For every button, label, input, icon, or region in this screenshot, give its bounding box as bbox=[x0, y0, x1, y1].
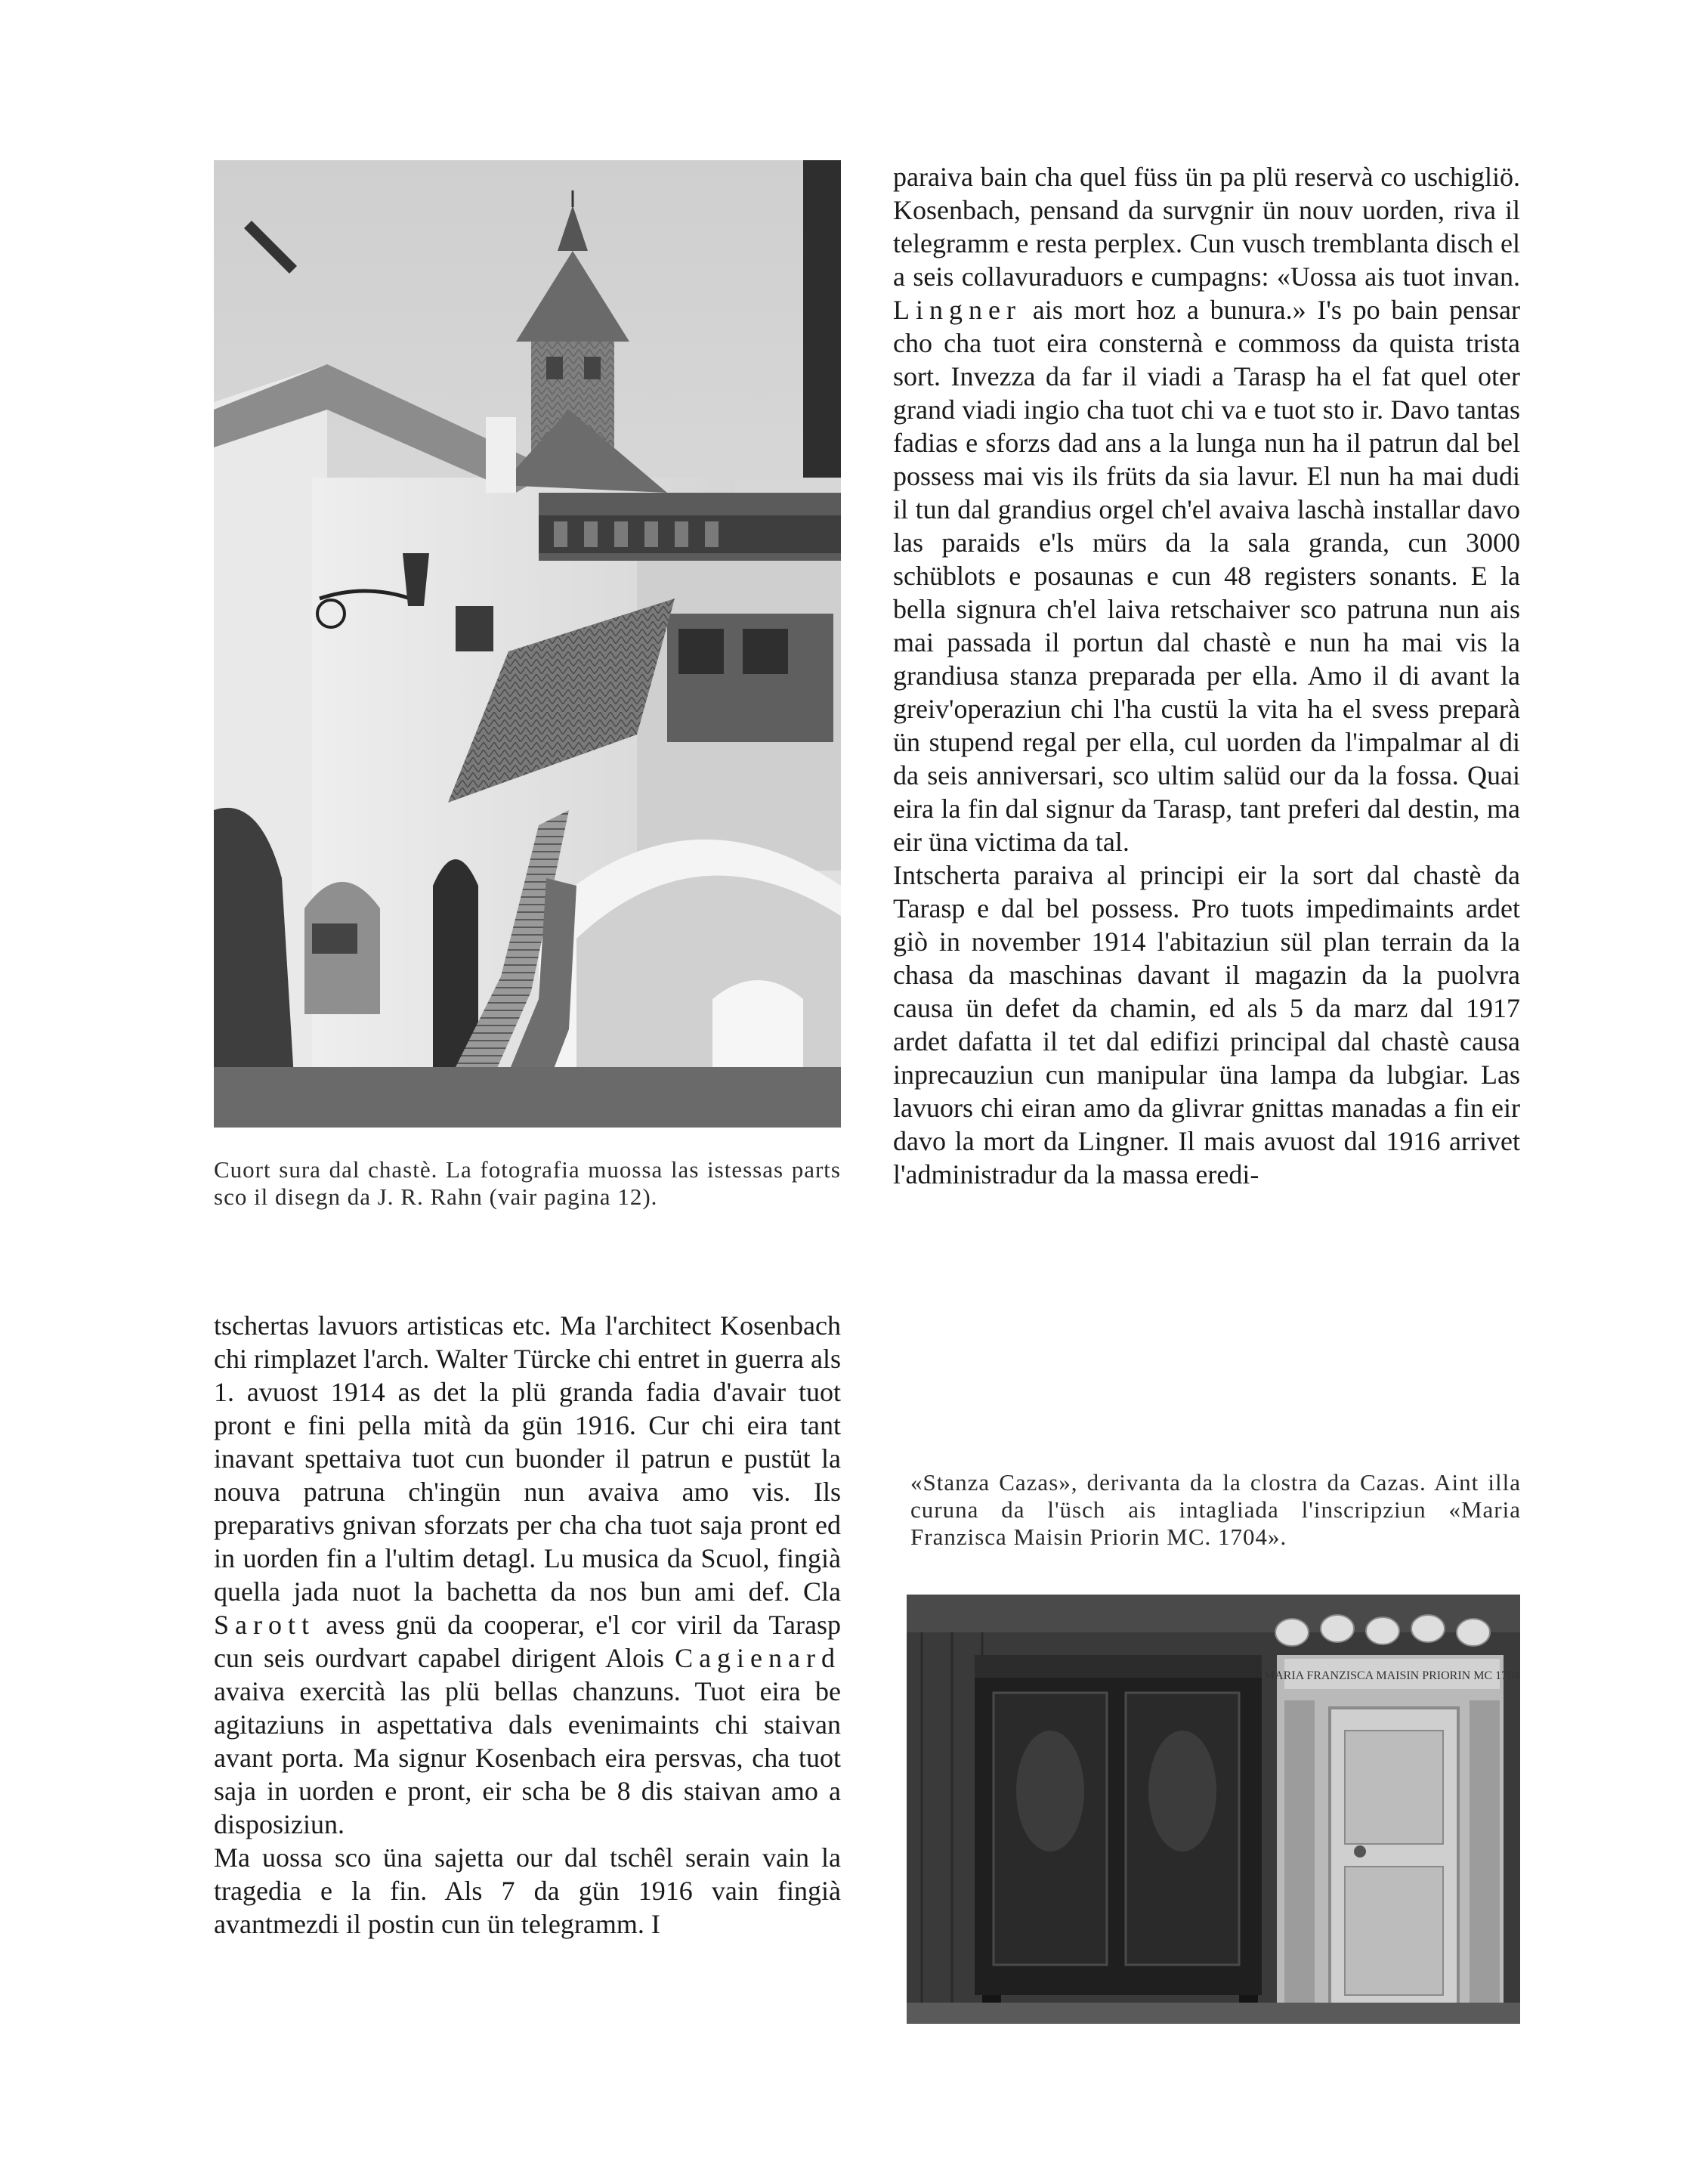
stanza-illustration bbox=[907, 1595, 1520, 2024]
right-paragraph-2: Intscherta paraiva al principi eir la sort dal chastè da Tarasp e dal bel possess. Pro tuots impedimaints ardet giò in november 1914 l'abitaziun sül plan terrain da la chasa da maschinas davant il magazin da la puolvra causa ün defet da chamin, ed als 5 da marz dal 1917 ardet dafatta il tet dal edifizi principal dal chastè causa inprecauziun cun manipular üna lampa da lubgiar. Las lavuors chi eiran amo da glivrar gnittas manadas a fin eir davo la mort da Lingner. Il mais avuost dal 1916 arrivet l'administradur da la massa eredi- bbox=[893, 860, 1520, 1189]
right-paragraph-1: paraiva bain cha quel füss ün pa plü reservà co uschigliö. Kosenbach, pensand da survgnir ün nouv uorden, riva il telegramm e resta perplex. Cun vusch tremblanta disch el a seis collavuraduors e cumpagns: «Uossa ais tuot invan. Lingner ais mort hoz a bunura.» I's po bain pensar cho cha tuot eira consternà e commoss da quista trista sort. Invezza da far il viadi a Tarasp ha el fat quel oter grand viadi ingio cha tuot chi va e tuot sto ir. Davo tantas fadias e sforzs dad ans a la lunga nun ha il patrun dal bel possess mai vis ils früts da sia lavur. El nun ha mai dudi il tun dal grandius orgel ch'el avaiva laschà installar davo las paraids e'ls mürs da la sala granda, cun 3000 schüblots e posaunas e cun 48 registers sonants. E la bella signura ch'el laiva retschaiver sco patruna nun ais mai passada il portun dal chastè e nun ha mai vis la grandiusa stanza preparada per ella. Amo il di avant la greiv'operaziun chi l'ha custü la vita ha el svess preparà ün stupend regal per ella, cul uorden da l'impalmar al di da seis anniversari, sco ultim salüd our da la fossa. Quai eira la fin dal signur da Tarasp, tant preferi dal destin, ma eir üna victima da tal. bbox=[893, 162, 1520, 857]
courtyard-illustration bbox=[214, 160, 841, 1128]
left-paragraph-2: Ma uossa sco üna sajetta our dal tschêl serain vain la tragedia e la fin. Als 7 da gün 1916 vain fingià avantmezdi il postin cun ün telegramm. I bbox=[214, 1842, 841, 1939]
courtyard-photo bbox=[214, 160, 841, 1128]
left-paragraph-1: tschertas lavuors artisticas etc. Ma l'architect Kosenbach chi rimplazet l'arch. Walter Türcke chi entret in guerra als 1. avuost 1914 as det la plü granda fadia d'avair tuot pront e fini pella mità da gün 1916. Cur chi eira tant inavant spettaiva tuot cun buonder il patrun e pustüt la nouva patruna ch'ingün nun avaiva amo vis. Ils preparativs gnivan sforzats per cha cha tuot saja pront ed in uorden fin a l'ultim detagl. Lu musica da Scuol, fingià quella jada nuot la bachetta da nos bun ami def. Cla Sarott avess gnü da cooperar, e'l cor viril da Tarasp cun seis ourdvart capabel dirigent Alois Cagienard avaiva exercità las plü bellas chanzuns. Tuot eira be agitaziuns in aspettativa dals evenimaints chi staivan avant porta. Ma signur Kosenbach eira persvas, cha tuot saja in uorden e pront, eir scha be 8 dis staivan amo a disposiziun. bbox=[214, 1310, 841, 1839]
right-text-column bbox=[893, 160, 1520, 1191]
door-inscription: MARIA FRANZISCA MAISIN PRIORIN MC 1704 bbox=[1263, 1669, 1520, 1682]
courtyard-caption: Cuort sura dal chastè. La fotografia muossa las istessas parts sco il disegn da J. R. Rahn (vair pagina 12). bbox=[214, 1156, 841, 1210]
name-lingner: Lingner bbox=[893, 295, 1021, 325]
stanza-cazas-photo bbox=[907, 1595, 1520, 2024]
left-text-column bbox=[214, 1309, 841, 1941]
stanza-caption: «Stanza Cazas», derivanta da la clostra da Cazas. Aint illa curuna da l'üsch ais intagliada l'inscripziun «Maria Franzisca Maisin Priorin MC. 1704». bbox=[910, 1469, 1521, 1550]
name-sarott: Sarott bbox=[214, 1610, 315, 1640]
name-cagienard: Cagienard bbox=[675, 1643, 841, 1673]
